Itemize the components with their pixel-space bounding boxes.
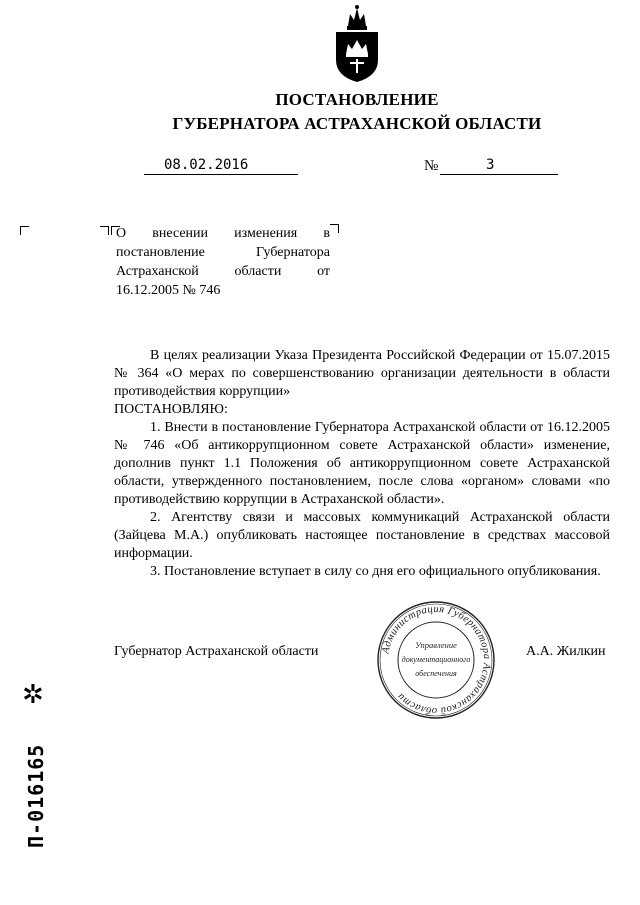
- coat-of-arms-emblem: [330, 4, 384, 84]
- margin-corner-mark: [20, 226, 29, 235]
- stamp-line-2: документационного: [401, 655, 471, 664]
- signatory-name: А.А. Жилкин: [526, 644, 606, 659]
- number-underline: [440, 159, 558, 175]
- document-body: [114, 347, 610, 581]
- document-number: 3: [486, 157, 495, 173]
- preamble-paragraph: В целях реализации Указа Президента Российской Федерации от 15.07.2015 № 364 «О мерах по совершенствованию организации деятельности в области противодействия коррупции»: [114, 348, 610, 399]
- official-stamp: [372, 600, 500, 720]
- stamp-ring-text: Администрация Губернатора Астраханской области: [380, 603, 493, 717]
- document-date: 08.02.2016: [164, 157, 249, 173]
- item-1-paragraph: 1. Внести в постановление Губернатора Астраханской области от 16.12.2005 № 746 «Об антикоррупционном совете Астраханской области» изменение, дополнив пункт 1.1 Положения об антикоррупционном совете Астраханской области, утвержденного постановлением, после слова «органом» словами «по противодействию коррупции в Астраханской области».: [114, 420, 610, 507]
- subject-heading: О внесении изменения в постановление Губернатора Астраханской области от 16.12.2005 № 746: [116, 226, 330, 298]
- subject-corner-right-mark: [330, 224, 339, 233]
- form-serial-number: П-016165: [24, 743, 48, 848]
- number-sign: №: [424, 158, 439, 174]
- stamp-line-3: обеспечения: [415, 669, 457, 678]
- resolve-heading: ПОСТАНОВЛЯЮ:: [114, 402, 228, 417]
- stamp-line-1: Управление: [415, 640, 457, 650]
- item-2-paragraph: 2. Агентству связи и массовых коммуникаций Астраханской области (Зайцева М.А.) опубликовать настоящее постановление в средствах массовой информации.: [114, 510, 610, 561]
- item-3-paragraph: 3. Постановление вступает в силу со дня его официального опубликования.: [150, 564, 601, 579]
- issuer-title: ГУБЕРНАТОРА АСТРАХАНСКОЙ ОБЛАСТИ: [172, 114, 542, 133]
- signatory-role: Губернатор Астраханской области: [114, 644, 319, 659]
- document-title: ПОСТАНОВЛЕНИЕ: [275, 90, 439, 109]
- subject-corner-left-mark: [100, 226, 109, 235]
- side-asterisk-mark: ✲: [22, 680, 44, 710]
